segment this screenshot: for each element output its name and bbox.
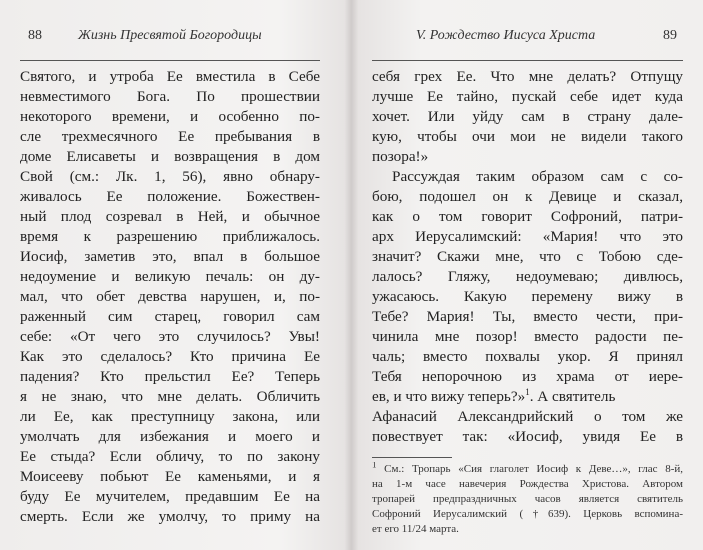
running-title: V. Рождество Иисуса Христа [416,28,596,43]
left-page [0,0,350,550]
text-line: Тебе? Мария! Ты, вместо чести, при- [372,308,683,325]
text-line: чаль; вместо похвалы укор. Я принял [372,348,683,365]
text-line: невместимого Бога. По прошествии [20,88,320,105]
footnote-number: 1 [372,462,377,470]
running-title: Жизнь Пресвятой Богородицы [78,28,262,43]
footnote-line: тропарей предпраздничных часов является святитель [372,493,683,505]
text-line: лучше Ее тайно, пускай себе идет куда [372,88,683,105]
right-page [352,0,703,550]
text-line: ужасаюсь. Какую перемену вижу в [372,288,683,305]
text-line: раженный сим старец, говорил сам [20,308,320,325]
text-line: значит? Скажи мне, что с Тобою сде- [372,248,683,265]
footnote-line: Софроний Иерусалимский (†639). Церковь вспомина- [372,508,683,520]
left-page-header [20,22,320,61]
text-line: некоторого времени, и особенно по- [20,108,320,125]
text-line: Моисееву побьют Ее каменьями, и я [20,468,320,485]
text-line: хочет. Или уйду сам в страну дале- [372,108,683,125]
text-line: бою, подошел он к Девице и сказал, [372,188,683,205]
footnote-line [372,462,683,477]
text-line: повествует так: «Иосиф, увидя Ее в [372,428,683,445]
text-line: недоумение и великую печаль: он ду- [20,268,320,285]
text-line: сле трехмесячного Ее пребывания в [20,128,320,145]
text-line: ли Ее, как преступницу закона, или [20,408,320,425]
text-line: доме Елисаветы и возвращения в дом [20,148,320,165]
text-line: ный плод созревал в Ней, и обычное [20,208,320,225]
text-line: позора!» [372,148,429,165]
text-line: Рассуждая таким образом сам с со- [392,168,683,185]
text-line: как о том говорит Софроний, патри- [372,208,683,225]
text-line: я не знаю, что мне делать. Обличить [20,388,320,405]
page-number: 89 [663,28,677,43]
text-line: живалось Ее положение. Божествен- [20,188,320,205]
text-line: Как это сделалось? Кто причина Ее [20,348,320,365]
footnote-divider [372,457,452,458]
text-line: Свой (см.: Лк. 1, 56), явно обнару- [20,168,320,185]
left-page-body [20,67,320,527]
text-line: Ее стыда? Если обличу, то по закону [20,448,320,465]
text-line: чинила мне позор! вместо радости пе- [372,328,683,345]
text-line-part: ев, и что вижу теперь?» [372,388,526,405]
text-line: смерть. Если же умолчу, то приму на [20,508,320,525]
text-line: арх Иерусалимский: «Мария! что это [372,228,683,245]
footnote-line: на 1-м часе навечерия Рождества Христова. Автором [372,478,683,490]
text-line: себе: «От чего это случилось? Увы! [20,328,320,345]
text-line: Афанасий Александрийский о том же [372,408,683,425]
footnote-marker: 1 [525,386,530,397]
text-line: лалось? Гляжу, недоумеваю; дивлюсь, [372,268,683,285]
text-line-part: . А святитель [529,388,616,405]
text-line: Святого, и утроба Ее вместила в Себе [20,68,320,85]
text-line: Тебя непорочною из храма от иере- [372,368,683,385]
text-line: кую, чтобы очи мои не видели такого [372,128,683,145]
footnote-line: ет его 11/24 марта. [372,523,459,535]
right-page-body [372,67,683,447]
text-line [372,387,683,407]
text-line: падения? Кто прельстил Ее? Теперь [20,368,320,385]
text-line: Иосиф, заметив это, впал в большое [20,248,320,265]
page-number: 88 [28,28,42,43]
footnote [372,462,683,537]
text-line: мал, что обет девства нарушен, и, по- [20,288,320,305]
text-line: буду Ее мучителем, предавшим Ее на [20,488,320,505]
right-page-header [372,22,683,61]
footnote-text: См.: Тропарь «Сия глаголет Иосиф к Деве…», глас 8-й, [376,463,683,475]
text-line: себя грех Ее. Что мне делать? Отпущу [372,68,683,85]
text-line: умолчать для избежания и моего и [20,428,320,445]
text-line: время к разрешению приближалось. [20,228,320,245]
